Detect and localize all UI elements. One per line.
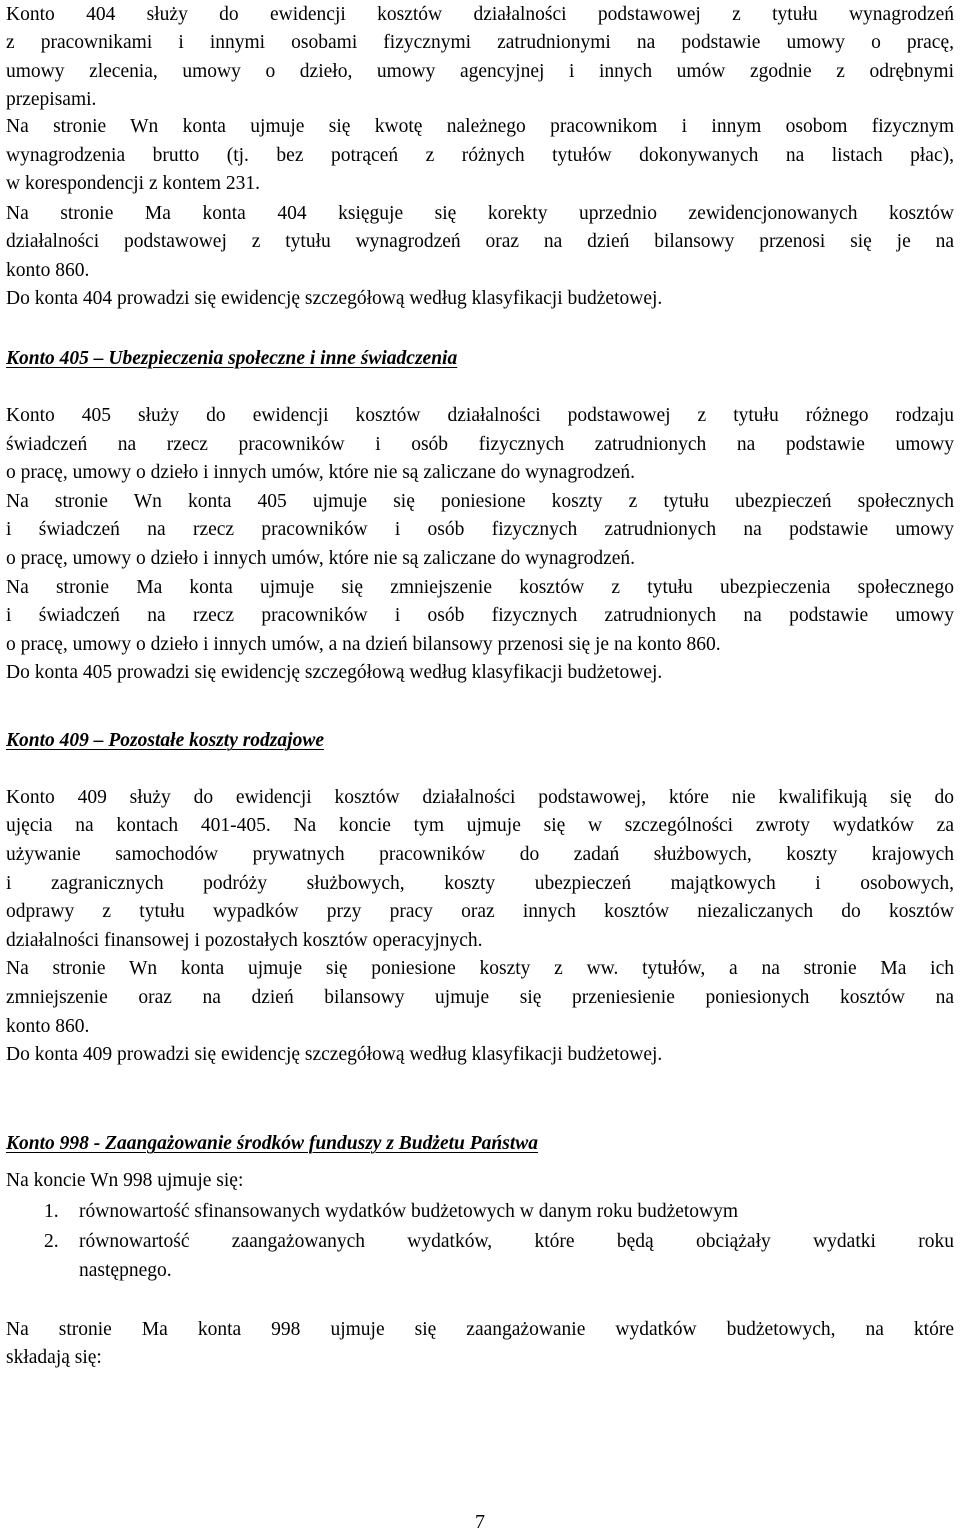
list-item-text: następnego. bbox=[79, 1260, 172, 1281]
paragraph-line: konto 860. bbox=[6, 260, 90, 281]
paragraph-line: Do konta 405 prowadzi się ewidencję szczegółową według klasyfikacji budżetowej. bbox=[6, 662, 663, 683]
paragraph-line: Na stronie Ma konta ujmuje się zmniejszenie kosztów z tytułu ubezpieczenia społecznego bbox=[6, 577, 954, 598]
list-item-text: równowartość zaangażowanych wydatków, które będą obciążały wydatki roku bbox=[79, 1231, 954, 1252]
paragraph-line: składają się: bbox=[6, 1347, 102, 1368]
paragraph-line: w korespondencji z kontem 231. bbox=[6, 173, 260, 194]
paragraph-line: Do konta 409 prowadzi się ewidencję szczegółową według klasyfikacji budżetowej. bbox=[6, 1044, 663, 1065]
section-heading-konto-405: Konto 405 – Ubezpieczenia społeczne i inne świadczenia bbox=[6, 348, 458, 369]
paragraph-line: działalności podstawowej z tytułu wynagrodzeń oraz na dzień bilansowy przenosi się je na bbox=[6, 231, 954, 252]
paragraph-line: używanie samochodów prywatnych pracowników do zadań służbowych, koszty krajowych bbox=[6, 844, 954, 865]
paragraph-line: o pracę, umowy o dzieło i innych umów, a na dzień bilansowy przenosi się je na konto 860. bbox=[6, 634, 721, 655]
paragraph-line: Konto 409 służy do ewidencji kosztów działalności podstawowej, które nie kwalifikują się do bbox=[6, 787, 954, 808]
paragraph-line: i świadczeń na rzecz pracowników i osób fizycznych zatrudnionych na podstawie umowy bbox=[6, 605, 954, 626]
paragraph-line: Do konta 404 prowadzi się ewidencję szczegółową według klasyfikacji budżetowej. bbox=[6, 288, 663, 309]
paragraph-line: ujęcia na kontach 401-405. Na koncie tym ujmuje się w szczególności zwroty wydatków za bbox=[6, 815, 954, 836]
section-heading-konto-409: Konto 409 – Pozostałe koszty rodzajowe bbox=[6, 730, 324, 751]
paragraph-line: przepisami. bbox=[6, 89, 97, 110]
paragraph-line: zmniejszenie oraz na dzień bilansowy ujmuje się przeniesienie poniesionych kosztów na bbox=[6, 987, 954, 1008]
paragraph-line: o pracę, umowy o dzieło i innych umów, które nie są zaliczane do wynagrodzeń. bbox=[6, 462, 636, 483]
list-item-text: równowartość sfinansowanych wydatków budżetowych w danym roku budżetowym bbox=[79, 1201, 739, 1222]
paragraph-line: z pracownikami i innymi osobami fizycznymi zatrudnionymi na podstawie umowy o pracę, bbox=[6, 32, 954, 53]
section-heading-konto-998: Konto 998 - Zaangażowanie środków funduszy z Budżetu Państwa bbox=[6, 1133, 539, 1154]
list-item-number: 2. bbox=[44, 1231, 59, 1252]
list-item-number: 1. bbox=[44, 1201, 59, 1222]
paragraph-line: Na stronie Ma konta 404 księguje się korekty uprzednio zewidencjonowanych kosztów bbox=[6, 203, 954, 224]
paragraph-line: konto 860. bbox=[6, 1016, 90, 1037]
paragraph-line: o pracę, umowy o dzieło i innych umów, które nie są zaliczane do wynagrodzeń. bbox=[6, 548, 636, 569]
paragraph-line: Na koncie Wn 998 ujmuje się: bbox=[6, 1170, 244, 1191]
paragraph-line: świadczeń na rzecz pracowników i osób fizycznych zatrudnionych na podstawie umowy bbox=[6, 434, 954, 455]
paragraph-line: Na stronie Ma konta 998 ujmuje się zaangażowanie wydatków budżetowych, na które bbox=[6, 1319, 954, 1340]
paragraph-line: i zagranicznych podróży służbowych, koszty ubezpieczeń majątkowych i osobowych, bbox=[6, 873, 954, 894]
paragraph-line: Konto 405 służy do ewidencji kosztów działalności podstawowej z tytułu różnego rodzaju bbox=[6, 405, 954, 426]
paragraph-line: i świadczeń na rzecz pracowników i osób fizycznych zatrudnionych na podstawie umowy bbox=[6, 519, 954, 540]
page-number: 7 bbox=[475, 1511, 485, 1533]
paragraph-line: odprawy z tytułu wypadków przy pracy oraz innych kosztów niezaliczanych do kosztów bbox=[6, 901, 954, 922]
paragraph-line: Na stronie Wn konta ujmuje się poniesione koszty z ww. tytułów, a na stronie Ma ich bbox=[6, 958, 954, 979]
paragraph-line: działalności finansowej i pozostałych kosztów operacyjnych. bbox=[6, 930, 483, 951]
paragraph-line: Na stronie Wn konta 405 ujmuje się poniesione koszty z tytułu ubezpieczeń społecznych bbox=[6, 491, 954, 512]
paragraph-line: wynagrodzenia brutto (tj. bez potrąceń z różnych tytułów dokonywanych na listach płac), bbox=[6, 145, 954, 166]
paragraph-line: Konto 404 służy do ewidencji kosztów działalności podstawowej z tytułu wynagrodzeń bbox=[6, 4, 954, 25]
paragraph-line: Na stronie Wn konta ujmuje się kwotę należnego pracownikom i innym osobom fizycznym bbox=[6, 116, 954, 137]
paragraph-line: umowy zlecenia, umowy o dzieło, umowy agencyjnej i innych umów zgodnie z odrębnymi bbox=[6, 61, 954, 82]
